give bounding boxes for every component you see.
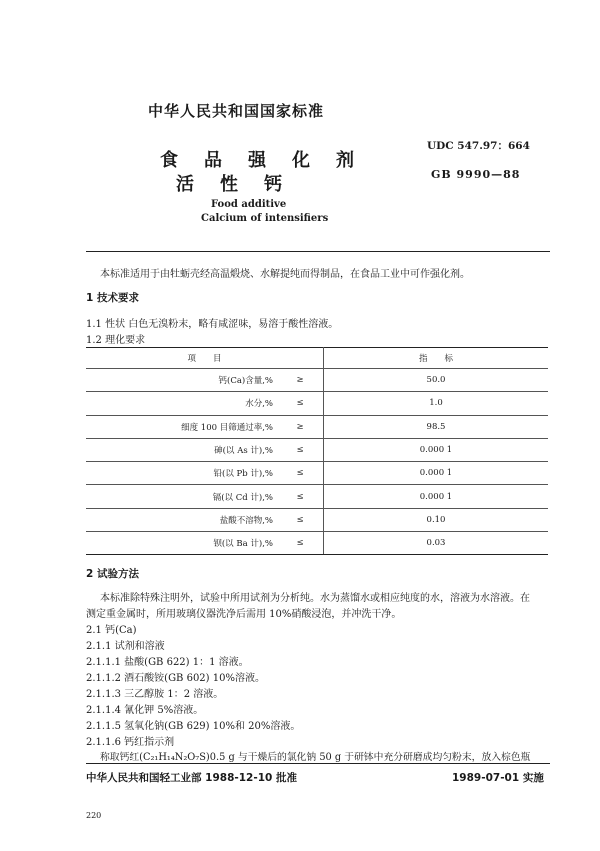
row-item: 铅(以 Pb 计),% [86,462,277,485]
table-row [86,508,548,531]
approval-line: 中华人民共和国轻工业部 1988-12-10 批准 [86,772,297,784]
row-value: 0.000 1 [324,485,549,508]
item-2-1-1-3: 2.1.1.3 三乙醇胺 1：2 溶液。 [86,689,224,700]
item-2-1: 2.1 钙(Ca) [86,625,137,636]
title-chinese-line1: 食品强化剂 [160,150,380,171]
section-2-heading: 2 试验方法 [86,568,139,580]
section-1-heading: 1 技术要求 [86,292,139,304]
row-relation: ≤ [277,532,324,555]
row-value: 1.0 [324,392,549,415]
implementation-line: 1989-07-01 实施 [452,772,544,784]
row-item: 钙(Ca)含量,% [86,369,277,392]
row-relation: ≤ [277,438,324,461]
row-relation: ≥ [277,415,324,438]
table-header-row [86,348,548,369]
table-row [86,415,548,438]
intro-paragraph: 本标准适用于由牡蛎壳经高温煅烧、水解提纯而得制品，在食品工业中可作强化剂。 [100,269,470,280]
row-relation: ≤ [277,485,324,508]
row-item: 水分,% [86,392,277,415]
spec-table [86,347,548,555]
footer-divider [86,763,550,764]
item-1-2: 1.2 理化要求 [86,335,146,346]
row-item: 钡(以 Ba 计),% [86,532,277,555]
national-standard-heading: 中华人民共和国国家标准 [148,102,325,120]
row-value: 0.000 1 [324,462,549,485]
table-row [86,462,548,485]
row-relation: ≤ [277,462,324,485]
gb-code: GB 9990—88 [431,168,521,181]
row-item: 镉(以 Cd 计),% [86,485,277,508]
table-row [86,438,548,461]
section-2-last-line: 称取钙红(C₂₁H₁₄N₂O₇S)0.5 g 与干燥后的氯化钠 50 g 于研钵中充分研磨成均匀粉末，放入棕色瓶 [100,752,531,763]
title-chinese-line2: 活性钙 [176,174,308,195]
table-header-item: 项 目 [86,348,324,369]
title-english-line2: Calcium of intensifiers [201,213,329,224]
row-value: 0.03 [324,532,549,555]
item-2-1-1-1: 2.1.1.1 盐酸(GB 622) 1：1 溶液。 [86,657,249,668]
udc-code: UDC 547.97：664 [427,140,530,152]
header-divider [86,251,550,252]
row-value: 0.10 [324,508,549,531]
row-value: 0.000 1 [324,438,549,461]
row-item: 砷(以 As 计),% [86,438,277,461]
item-1-1: 1.1 性状 白色无溴粉末，略有咸涩味，易溶于酸性溶液。 [86,319,339,330]
table-row [86,485,548,508]
item-2-1-1-4: 2.1.1.4 氰化钾 5%溶液。 [86,705,204,716]
row-relation: ≤ [277,508,324,531]
page-number: 220 [86,811,102,820]
table-header-value: 指 标 [324,348,549,369]
row-value: 98.5 [324,415,549,438]
section-2-para-line1: 本标准除特殊注明外，试验中所用试剂为分析纯。水为蒸馏水或相应纯度的水，溶液为水溶液。在 [100,593,530,604]
item-2-1-1-2: 2.1.1.2 酒石酸铵(GB 602) 10%溶液。 [86,673,265,684]
row-item: 盐酸不溶物,% [86,508,277,531]
section-2-para-line2: 测定重金属时，所用玻璃仪器洗净后需用 10%硝酸浸泡，并冲洗干净。 [86,609,402,620]
row-value: 50.0 [324,369,549,392]
row-relation: ≥ [277,369,324,392]
title-english-line1: Food additive [211,199,287,210]
item-2-1-1-6: 2.1.1.6 钙红指示剂 [86,737,175,748]
row-item: 细度 100 目筛通过率,% [86,415,277,438]
table-row [86,369,548,392]
item-2-1-1: 2.1.1 试剂和溶液 [86,641,165,652]
row-relation: ≤ [277,392,324,415]
item-2-1-1-5: 2.1.1.5 氢氧化钠(GB 629) 10%和 20%溶液。 [86,721,301,732]
table-row [86,532,548,555]
table-row [86,392,548,415]
